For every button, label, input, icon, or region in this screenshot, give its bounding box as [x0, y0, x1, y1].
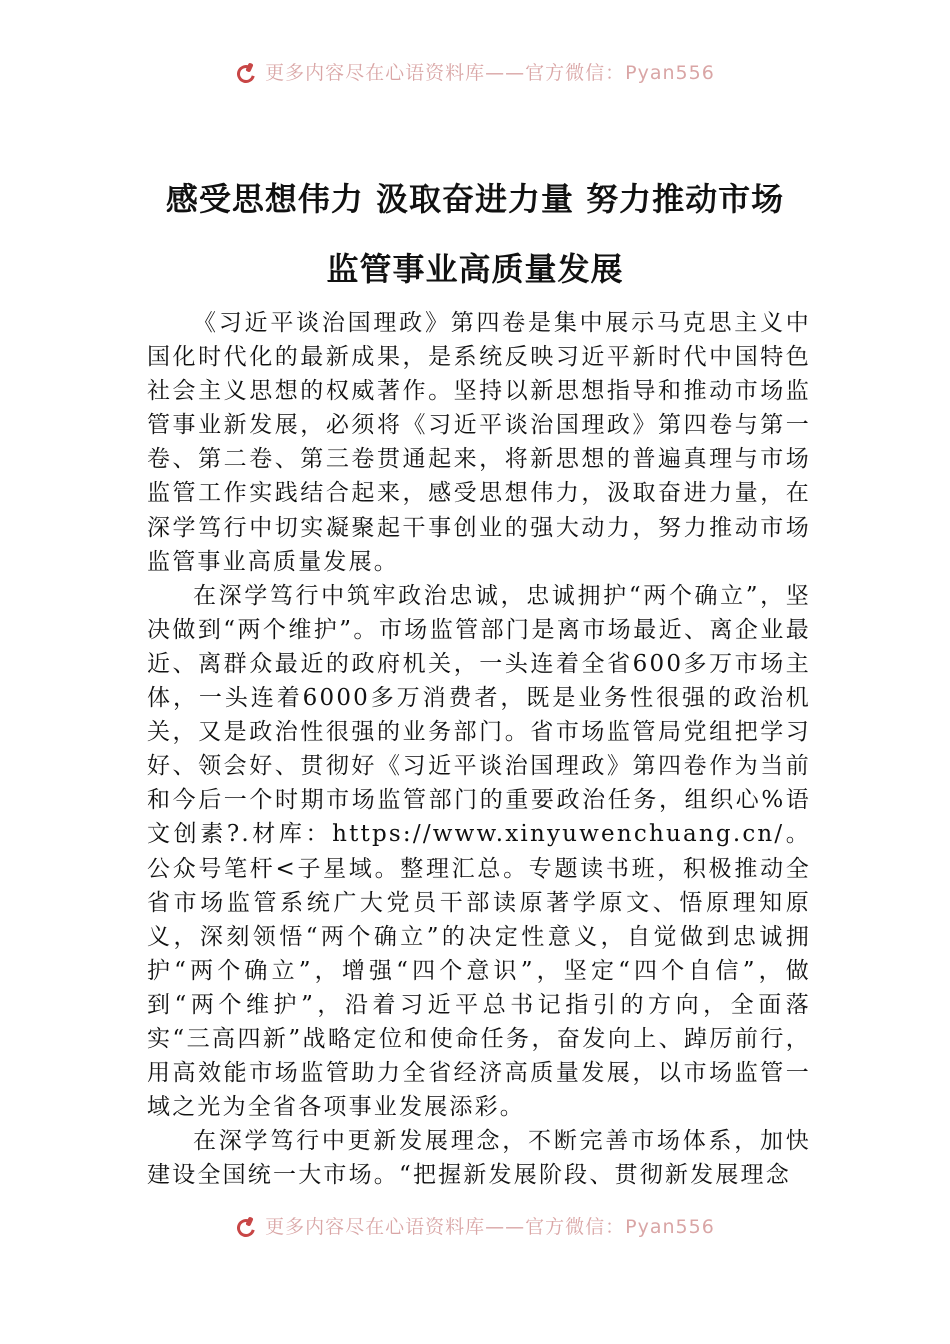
footer-watermark-text: 更多内容尽在心语资料库——官方微信：Pyan556	[265, 1215, 715, 1238]
document-title-line-2: 监管事业高质量发展	[326, 250, 624, 288]
header-watermark	[0, 58, 950, 84]
paragraph-3: 在深学笃行中更新发展理念，不断完善市场体系，加快建设全国统一大市场。“把握新发展阶段、贯彻新发展理念	[147, 1128, 811, 1189]
header-watermark-text: 更多内容尽在心语资料库——官方微信：Pyan556	[265, 61, 715, 84]
document-title-line-1: 感受思想伟力 汲取奋进力量 努力推动市场	[165, 180, 785, 218]
watermark-logo-icon	[235, 62, 257, 80]
paragraph-2: 在深学笃行中筑牢政治忠诚，忠诚拥护“两个确立”，坚决做到“两个维护”。市场监管部门是离市场最近、离企业最近、离群众最近的政府机关，一头连着全省600多万市场主体，一头连着6000多万消费者，既是业务性很强的政治机关，又是政治性很强的业务部门。省市场监管局党组把学习好、领会好、贯彻好《习近平谈治国理政》第四卷作为当前和今后一个时期市场监管部门的重要政治任务，组织心%语文创素?.材库：https://www.xinyuwenchuang.cn/。公众号笔杆<子星域。整理汇总。专题读书班，积极推动全省市场监管系统广大党员干部读原著学原文、悟原理知原义，深刻领悟“两个确立”的决定性意义，自觉做到忠诚拥护“两个确立”，增强“四个意识”，坚定“四个自信”，做到“两个维护”，沿着习近平总书记指引的方向，全面落实“三高四新”战略定位和使命任务，奋发向上、踔厉前行，用高效能市场监管助力全省经济高质量发展，以市场监管一域之光为全省各项事业发展添彩。	[147, 582, 811, 1121]
footer-watermark	[0, 1212, 950, 1238]
document-body	[147, 306, 811, 1192]
watermark-logo-icon	[235, 1216, 257, 1234]
paragraph-1: 《习近平谈治国理政》第四卷是集中展示马克思主义中国化时代化的最新成果，是系统反映习近平新时代中国特色社会主义思想的权威著作。坚持以新思想指导和推动市场监管事业新发展，必须将《习近平谈治国理政》第四卷与第一卷、第二卷、第三卷贯通起来，将新思想的普遍真理与市场监管工作实践结合起来，感受思想伟力，汲取奋进力量，在深学笃行中切实凝聚起干事创业的强大动力，努力推动市场监管事业高质量发展。	[147, 310, 811, 575]
